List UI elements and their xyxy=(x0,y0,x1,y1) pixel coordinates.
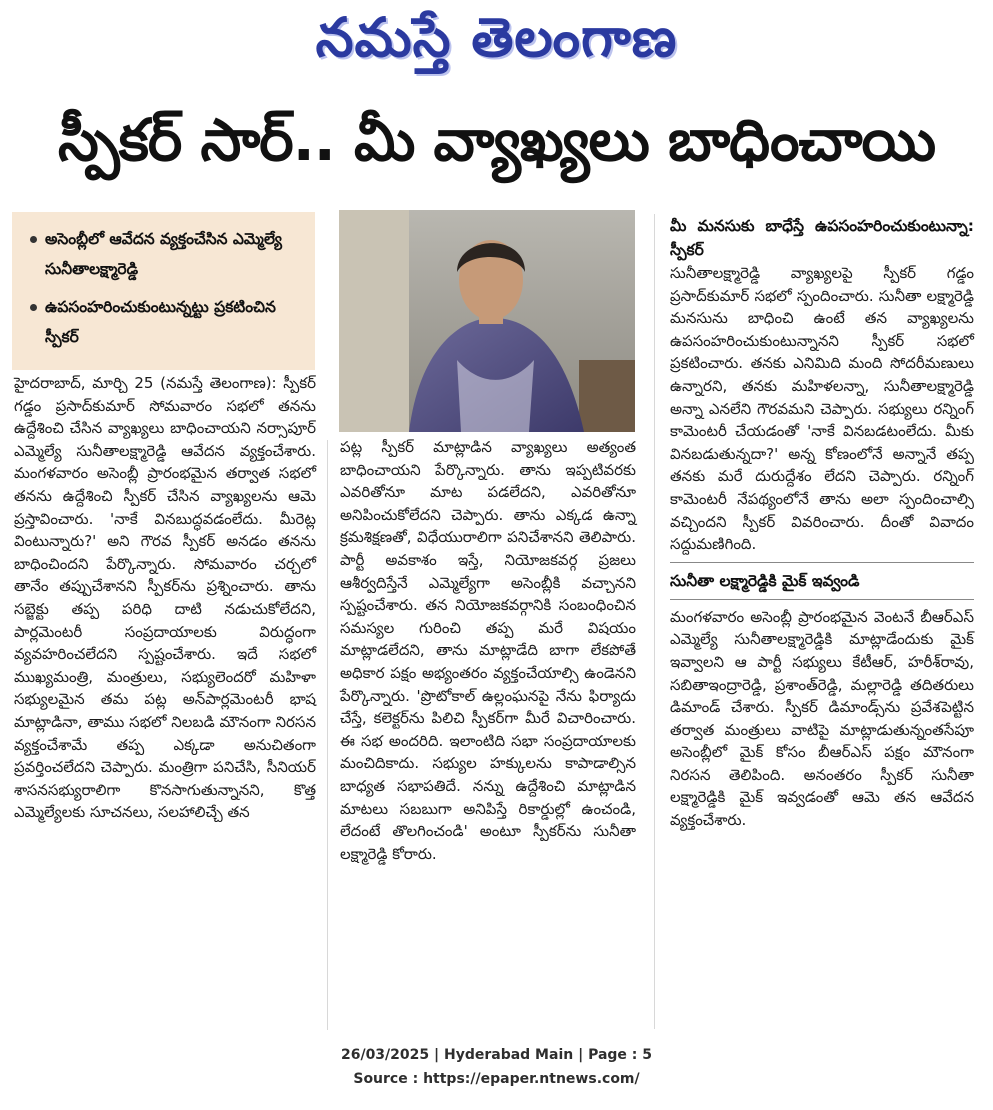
subheading: సునీతా లక్ష్మారెడ్డికి మైక్ ఇవ్వండి xyxy=(670,571,860,590)
masthead-title: నమస్తే తెలంగాణ xyxy=(315,5,678,69)
article-photo xyxy=(339,210,635,432)
article-paragraph: మంగళవారం అసెంబ్లీ ప్రారంభమైన వెంటనే బీఆర్‌ఎస్ ఎమ్మెల్యే సునీతాలక్ష్మారెడ్డికి మాట్లాడేందుకు మైక్ ఇవ్వాలని ఆ పార్టీ సభ్యులు కేటీఆర్, హరీశ్‌రావు, సబితాఇంద్రారెడ్డి, ప్రశాంత్‌రెడ్డి, మల్లారెడ్డి తదితరులు డిమాండ్ చేశారు. స్పీకర్ డిమాండ్స్‌ను ప్రవేశపెట్టిన తర్వాత మంత్రులు వాటిపై మాట్లాడుతున్నంతసేపూ అసెంబ్లీలో మైక్ కోసం బీఆర్‌ఎస్ పక్షం మౌనంగా నిరసన తెలిపింది. అనంతరం స్పీకర్ సునీతా లక్ష్మారెడ్డికి మైక్ ఇవ్వడంతో ఆమె తన ఆవేదన వ్యక్తంచేశారు. xyxy=(670,607,974,830)
article-column-1 xyxy=(14,372,316,824)
column-divider xyxy=(327,440,328,1030)
masthead xyxy=(0,4,993,84)
bullet-dot-icon xyxy=(30,236,37,243)
kicker-box xyxy=(12,212,315,370)
subheading: మీ మనసుకు బాధేస్తే ఉపసంహరించుకుంటున్నా: స్పీకర్ xyxy=(670,217,974,259)
kicker-item xyxy=(30,292,305,352)
footer-source-line: Source : https://epaper.ntnews.com/ xyxy=(353,1071,640,1087)
article-paragraph: సునీతాలక్ష్మారెడ్డి వ్యాఖ్యలపై స్పీకర్ గడ్డం ప్రసాద్‌కుమార్ సభలో స్పందించారు. సునీతా లక్ష్మారెడ్డి మనసును బాధించి ఉంటే తన వ్యాఖ్యలను ఉపసంహరించుకుంటున్నానని స్పీకర్ సభలో ప్రకటించారు. తనకు ఎనిమిది మంది సోదరీమణులు ఉన్నారని, తనకు మహిళలన్నా, సునీతాలక్ష్మారెడ్డి అన్నా ఎనలేని గౌరవమని చెప్పారు. సభ్యులు రన్నింగ్ కామెంటరీ చేయడంతో 'నాకే వినబడటంలేదు. మీకు వినబడుతున్నదా?' అన్న కోణంలోనే అన్నానే తప్ప తనకు మరే దురుద్దేశం లేదని చెప్పారు. రన్నింగ్ కామెంటరీ నేపథ్యంలోనే తాను అలా స్పందించాల్సి వచ్చిందని స్పీకర్ వివరించారు. దీంతో వివాదం సద్దుమణిగింది. xyxy=(670,264,974,554)
kicker-text: అసెంబ్లీలో ఆవేదన వ్యక్తంచేసిన ఎమ్మెల్యే సునీతాలక్ష్మారెడ్డి xyxy=(45,230,283,278)
divider xyxy=(670,562,974,563)
kicker-text: ఉపసంహరించుకుంటున్నట్టు ప్రకటించిన స్పీకర్ xyxy=(45,298,276,346)
kicker-item xyxy=(30,224,305,284)
footer-date-line: 26/03/2025 | Hyderabad Main | Page : 5 xyxy=(340,1047,653,1063)
article-paragraph: పట్ల స్పీకర్ మాట్లాడిన వ్యాఖ్యలు అత్యంత బాధించాయని పేర్కొన్నారు. తాను ఇప్పటివరకు ఎవరితోనూ మాట పడలేదని, ఎవరితోనూ అనిపించుకోలేదని చెప్పారు. తాను ఎక్కడ ఉన్నా క్రమశిక్షణతో, విధేయురాలిగా పనిచేశానని తెలిపారు. పార్టీ అవకాశం ఇస్తే, నియోజకవర్గ ప్రజలు ఆశీర్వదిస్తేనే ఎమ్మెల్యేగా అసెంబ్లీకి వచ్చానని స్పష్టంచేశారు. తన నియోజకవర్గానికి సంబంధించిన సమస్యల గురించి తప్ప మరే విషయం మాట్లాడలేదని, తాను మాట్లాడేది బాగా లేకపోతే అధికార పక్షం అభ్యంతరం వ్యక్తంచేయాల్సి ఉండెనని పేర్కొన్నారు. 'ప్రొటోకాల్ ఉల్లంఘనపై నేను ఫిర్యాదు చేస్తే, కలెక్టర్‌ను పిలిచి స్పీకర్‌గా మీరే విచారించారు. ఈ సభ అందరిది. ఇలాంటిది సభా సంప్రదాయాలకు మంచిదికాదు. సభ్యుల హక్కులను కాపాడాల్సిన బాధ్యత సభాపతిదే. నన్ను ఉద్దేశించి మాట్లాడిన మాటలు సబబుగా అనిపిస్తే రికార్డుల్లో ఉంచండి, లేదంటే తొలగించండి' అంటూ స్పీకర్‌ను సునీతా లక్ష్మారెడ్డి కోరారు. xyxy=(340,438,636,863)
article-column-3 xyxy=(670,214,974,832)
divider xyxy=(670,599,974,600)
article-column-2 xyxy=(340,436,636,865)
article-paragraph: హైదరాబాద్, మార్చి 25 (నమస్తే తెలంగాణ): స్పీకర్ గడ్డం ప్రసాద్‌కుమార్ సోమవారం సభలో తనను ఉద్దేశించి చేసిన వ్యాఖ్యలు బాధించాయని నర్సాపూర్ ఎమ్మెల్యే సునీతాలక్ష్మారెడ్డి ఆవేదన వ్యక్తంచేశారు. మంగళవారం అసెంబ్లీ ప్రారంభమైన తర్వాత సభలో తనను ఉద్దేశించి స్పీకర్ చేసిన వ్యాఖ్యలను ఆమె ప్రస్తావించారు. 'నాకే వినబుద్ధవడంలేదు. మీరెట్ల వింటున్నారు?' అని గౌరవ స్పీకర్ అనడం తనను బాధించిందని పేర్కొన్నారు. సోమవారం చర్చలో తానేం తప్పుచేశానని స్పీకర్‌ను ప్రశ్నించారు. తాను సబ్జెక్టు తప్ప పరిధి దాటి నడుచుకోలేదని, పార్లమెంటరీ సంప్రదాయాలకు విరుద్ధంగా వ్యవహరించలేదని స్పష్టంచేశారు. ఇదే సభలో ముఖ్యమంత్రి, మంత్రులు, సభ్యులెందరో మహిళా సభ్యులమైన తమ పట్ల అన్‌పార్లమెంటరీ భాష మాట్లాడినా, తాము సభలో నిలబడి మౌనంగా నిరసన వ్యక్తంచేశామే తప్ప ఎక్కడా అనుచితంగా ప్రవర్తించలేదని చెప్పారు. మంత్రిగా పనిచేసి, సీనియర్ శాసనసభ్యురాలిగా కొనసాగుతున్నానని, కొత్త ఎమ్మెల్యేలకు సూచనలు, సలహాలిచ్చే తన xyxy=(14,374,316,822)
bullet-dot-icon xyxy=(30,304,37,311)
article-headline: స్పీకర్ సార్.. మీ వ్యాఖ్యలు బాధించాయి xyxy=(57,106,936,174)
column-divider xyxy=(654,214,655,1029)
